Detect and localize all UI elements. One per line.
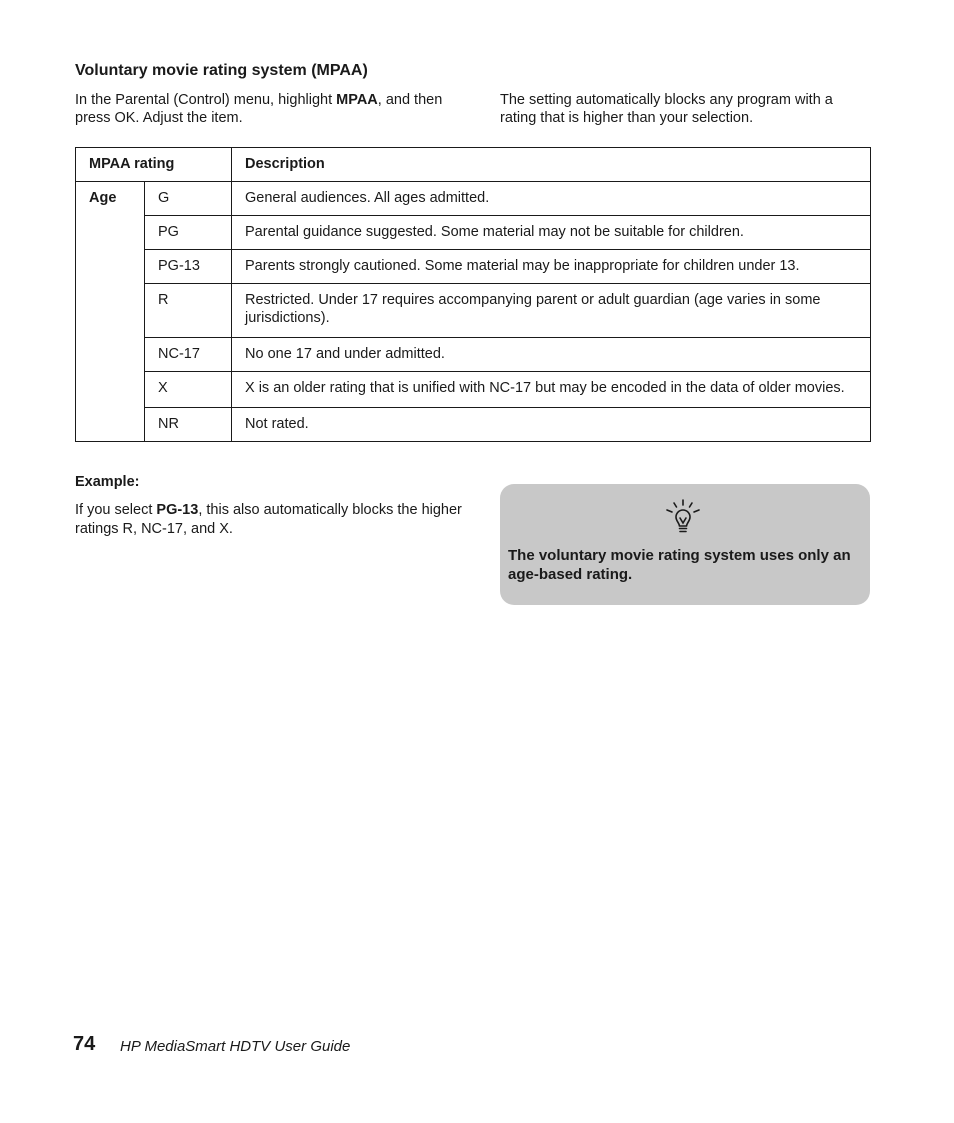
- rating-description: Parental guidance suggested. Some material may not be suitable for children.: [232, 216, 871, 250]
- page-number: 74: [73, 1033, 96, 1055]
- rating-description: X is an older rating that is unified with NC-17 but may be encoded in the data of older movies.: [232, 372, 871, 408]
- intro-left-bold: MPAA: [336, 92, 378, 108]
- tip-text: The voluntary movie rating system uses only an age-based rating.: [508, 547, 851, 583]
- rating-description: No one 17 and under admitted.: [232, 338, 871, 372]
- example-post: , this also automatically blocks the higher ratings R, NC-17, and X.: [75, 502, 462, 537]
- rating-code: PG-13: [145, 250, 232, 284]
- mpaa-rating-table: [75, 147, 871, 442]
- header-mpaa-rating: MPAA rating: [76, 148, 232, 182]
- table-row: [76, 372, 871, 408]
- tip-box: [500, 484, 870, 605]
- section-heading: Voluntary movie rating system (MPAA): [75, 62, 368, 79]
- table-row: [76, 408, 871, 442]
- rating-description: Restricted. Under 17 requires accompanying parent or adult guardian (age varies in some jurisdictions).: [232, 284, 871, 338]
- rating-code: R: [145, 284, 232, 338]
- table-row: [76, 284, 871, 338]
- intro-left-pre: In the Parental (Control) menu, highlight: [75, 92, 337, 108]
- table-row: [76, 250, 871, 284]
- footer-guide-title: HP MediaSmart HDTV User Guide: [120, 1038, 351, 1055]
- example-paragraph: [75, 501, 470, 539]
- age-group-label: Age: [76, 182, 145, 442]
- rating-code: NC-17: [145, 338, 232, 372]
- table-row: [76, 216, 871, 250]
- example-bold: PG-13: [156, 502, 199, 518]
- rating-code: X: [145, 372, 232, 408]
- table-row: [76, 338, 871, 372]
- table-row: [76, 182, 871, 216]
- intro-left-post: , and then press OK. Adjust the item.: [75, 92, 443, 126]
- example-heading: Example:: [75, 474, 140, 490]
- rating-code: PG: [145, 216, 232, 250]
- intro-left-paragraph: [75, 91, 465, 127]
- rating-description: General audiences. All ages admitted.: [232, 182, 871, 216]
- lightbulb-icon: [663, 498, 703, 538]
- header-description: Description: [232, 148, 871, 182]
- table-header-row: [76, 148, 871, 182]
- example-pre: If you select: [75, 502, 157, 518]
- rating-description: Not rated.: [232, 408, 871, 442]
- rating-description: Parents strongly cautioned. Some material may be inappropriate for children under 13.: [232, 250, 871, 284]
- rating-code: G: [145, 182, 232, 216]
- rating-code: NR: [145, 408, 232, 442]
- intro-right-paragraph: The setting automatically blocks any program with a rating that is higher than your selection.: [500, 92, 833, 126]
